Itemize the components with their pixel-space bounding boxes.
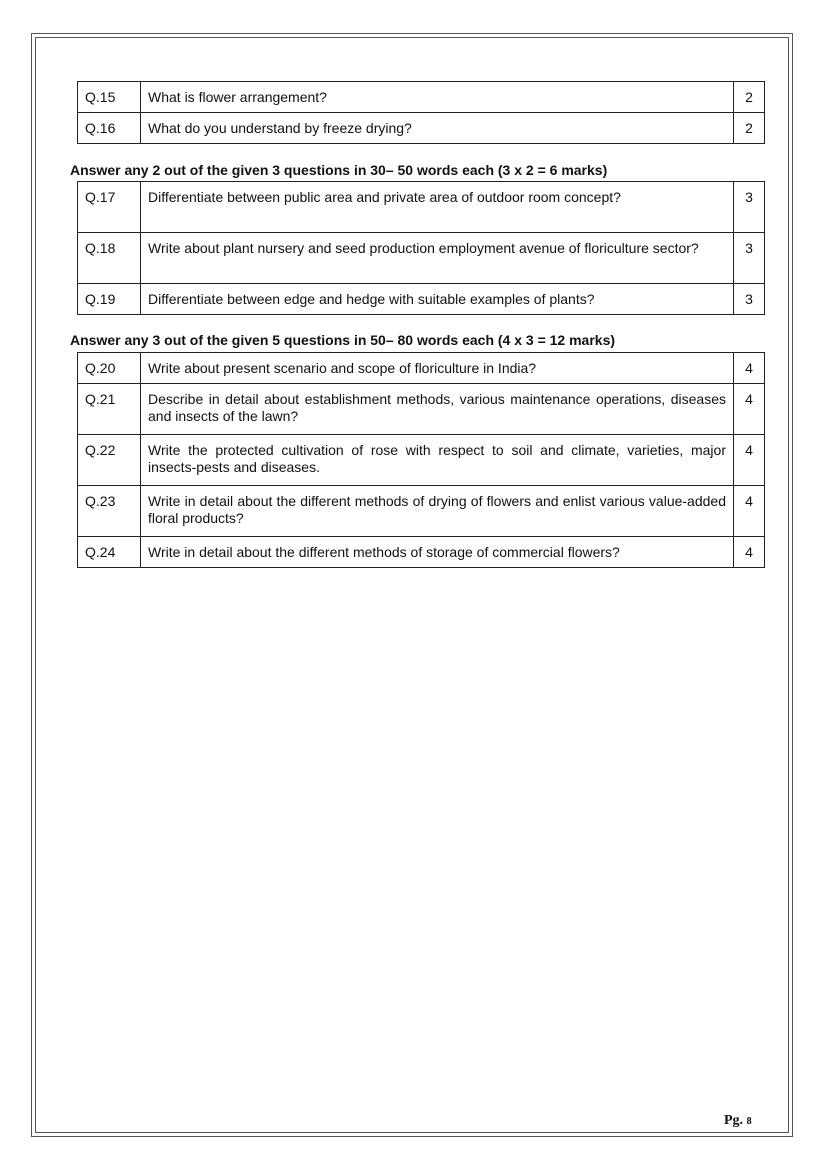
question-number: Q.19	[78, 284, 141, 315]
table-row	[78, 486, 765, 537]
questions-table-1	[77, 81, 765, 144]
question-marks: 4	[734, 537, 765, 568]
question-text: Write about present scenario and scope of floriculture in India?	[141, 353, 734, 384]
table-row	[78, 537, 765, 568]
question-text: Write in detail about the different methods of drying of flowers and enlist various value-added floral products?	[141, 486, 734, 537]
question-text: What do you understand by freeze drying?	[141, 113, 734, 144]
table-row	[78, 182, 765, 233]
page-number-value: 8	[746, 1116, 752, 1127]
question-text: Differentiate between edge and hedge with suitable examples of plants?	[141, 284, 734, 315]
question-number: Q.23	[78, 486, 141, 537]
question-marks: 3	[734, 284, 765, 315]
section-heading-long-answer: Answer any 3 out of the given 5 questions in 50– 80 words each (4 x 3 = 12 marks)	[70, 332, 616, 348]
table-row	[78, 233, 765, 284]
table-row	[78, 353, 765, 384]
question-number: Q.15	[78, 82, 141, 113]
question-text: Write in detail about the different methods of storage of commercial flowers?	[141, 537, 734, 568]
section-heading-short-answer: Answer any 2 out of the given 3 questions in 30– 50 words each (3 x 2 = 6 marks)	[70, 162, 608, 178]
question-marks: 4	[734, 486, 765, 537]
question-text: What is flower arrangement?	[141, 82, 734, 113]
questions-table-3	[77, 352, 765, 568]
question-marks: 4	[734, 435, 765, 486]
question-number: Q.20	[78, 353, 141, 384]
question-number: Q.17	[78, 182, 141, 233]
table-row	[78, 384, 765, 435]
question-number: Q.24	[78, 537, 141, 568]
table-row	[78, 435, 765, 486]
question-text: Differentiate between public area and private area of outdoor room concept?	[141, 182, 734, 233]
question-number: Q.18	[78, 233, 141, 284]
table-row	[78, 284, 765, 315]
question-text: Describe in detail about establishment methods, various maintenance operations, diseases and insects of the lawn?	[141, 384, 734, 435]
question-text: Write the protected cultivation of rose with respect to soil and climate, varieties, major insects-pests and diseases.	[141, 435, 734, 486]
question-marks: 4	[734, 353, 765, 384]
question-marks: 3	[734, 233, 765, 284]
question-marks: 2	[734, 82, 765, 113]
question-marks: 4	[734, 384, 765, 435]
page-label: Pg.	[724, 1113, 744, 1128]
question-number: Q.22	[78, 435, 141, 486]
question-number: Q.16	[78, 113, 141, 144]
question-marks: 2	[734, 113, 765, 144]
page-number	[724, 1113, 752, 1129]
questions-table-2	[77, 181, 765, 315]
question-number: Q.21	[78, 384, 141, 435]
table-row	[78, 82, 765, 113]
table-row	[78, 113, 765, 144]
question-marks: 3	[734, 182, 765, 233]
question-text: Write about plant nursery and seed production employment avenue of floriculture sector?	[141, 233, 734, 284]
